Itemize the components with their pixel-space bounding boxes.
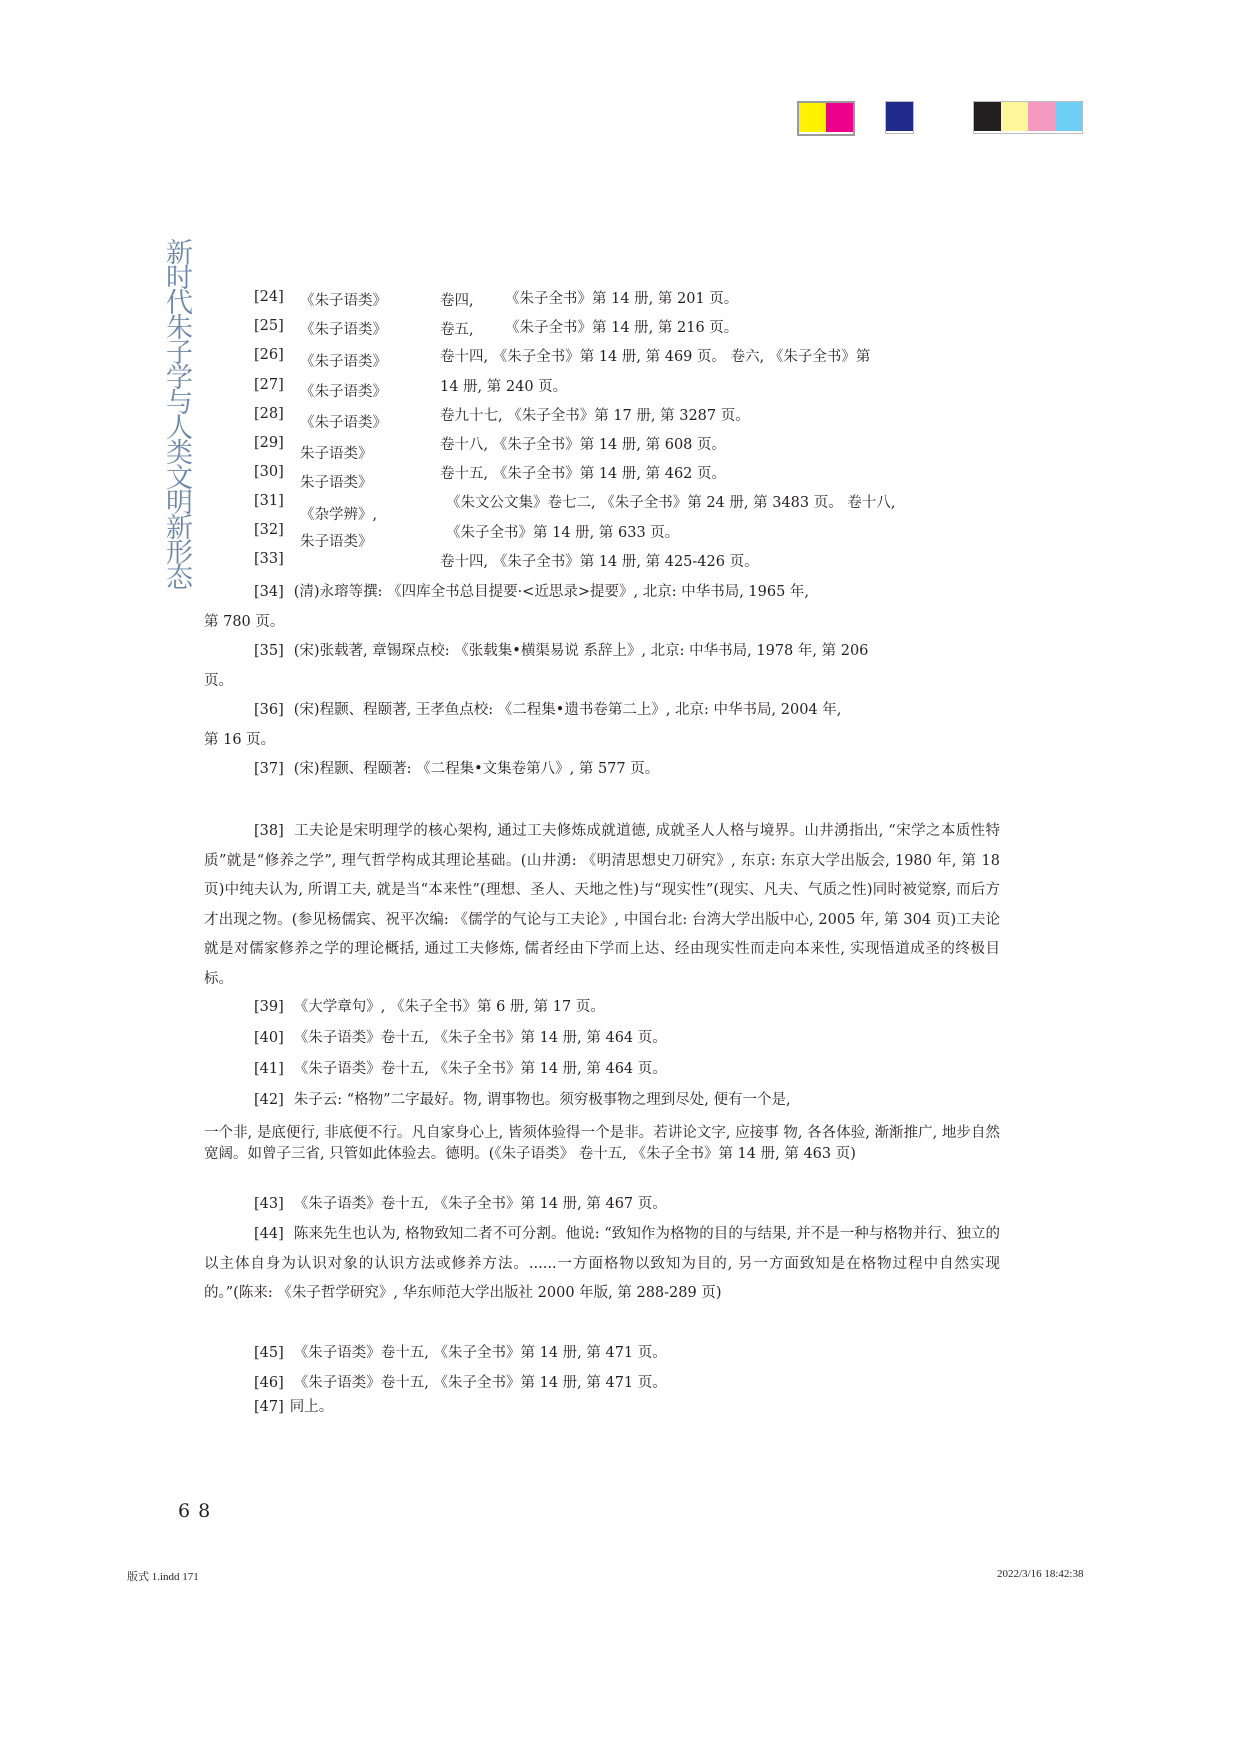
note-tag: [26] [254, 347, 284, 363]
note-detail: 卷四, [440, 293, 474, 309]
note-tag: [25] [254, 318, 284, 334]
note-35 [204, 637, 1000, 696]
footer-filename: 版式 1.indd 171 [127, 1571, 199, 1583]
magenta-swatch [826, 103, 853, 132]
blue-swatch [886, 102, 913, 131]
note-cont: 一个非, 是底便行, 非底便不行。凡自家身心上, 皆须体验得一个是非。若讲论文字, 应接事 物, 各各体验, 渐渐推广, 地步自然宽阔。如曾子三省, 只管如此体验去。德明。(《朱子语类》 卷十五, 《朱子全书》第 14 册, 第 463 页) [204, 1125, 1000, 1162]
note-source: 《朱子语类》 [300, 293, 387, 309]
note-text: 工夫论是宋明理学的核心架构, 通过工夫修炼成就道德, 成就圣人人格与境界。山井湧指出, “宋学之本质性特质”就是“修养之学”, 理气哲学构成其理论基础。(山井湧: 《明清思想史刀研究》, 东京: 东京大学出版会, 1980 年, 第 18 页)中纯夫认为, 所谓工夫, 就是当“本来性”(理想、圣人、天地之性)与“现实性”(现实、凡夫、气质之性)同时被觉察, 而后方才出现之物。(参见杨儒宾、祝平次编: 《儒学的气论与工夫论》, 中国台北: 台湾大学出版中心, 2005 年, 第 304 页)工夫论就是对儒家修养之学的理论概括, 通过工夫修炼, 儒者经由下学而上达、经由现实性而走向本来性, 实现悟道成圣的终极目标。 [204, 823, 1000, 987]
note-text: (清)永瑢等撰: 《四库全书总目提要·<近思录>提要》, 北京: 中华书局, 1965 年, [293, 584, 810, 600]
note-tag: [29] [254, 435, 284, 451]
note-detail: 卷十八, 《朱子全书》第 14 册, 第 608 页。 [440, 437, 726, 453]
note-tag: [38] [254, 823, 284, 839]
note-detail: 14 册, 第 240 页。 [440, 379, 568, 395]
note-tag: [44] [254, 1226, 284, 1242]
yellow-swatch [799, 103, 826, 132]
note-cont: 第 16 页。 [204, 731, 276, 748]
note-47 [204, 1393, 1000, 1423]
note-detail: 《朱子全书》第 14 册, 第 201 页。 [505, 291, 739, 307]
note-34 [204, 578, 1000, 637]
footer-timestamp: 2022/3/16 18:42:38 [997, 1568, 1084, 1580]
note-text: 《朱子语类》卷十五, 《朱子全书》第 14 册, 第 471 页。 [293, 1345, 667, 1361]
black-swatch [974, 102, 1001, 131]
note-tag: [47] [254, 1399, 284, 1415]
note-text: 朱子云: “格物”二字最好。物, 谓事物也。须穷极事物之理到尽处, 便有一个是, [293, 1092, 791, 1108]
note-text: (宋)程颢、程颐著: 《二程集•文集卷第八》, 第 577 页。 [293, 761, 660, 777]
note-source: 《朱子语类》 [300, 415, 387, 431]
note-source: 《朱子语类》 [300, 384, 387, 400]
note-detail: 《朱子全书》第 14 册, 第 633 页。 [446, 525, 680, 541]
note-tag: [37] [254, 761, 284, 777]
note-tag: [46] [254, 1375, 284, 1391]
note-tag: [33] [254, 551, 284, 567]
note-text: 《朱子语类》卷十五, 《朱子全书》第 14 册, 第 464 页。 [293, 1061, 667, 1077]
note-tag: [39] [254, 999, 284, 1015]
note-tag: [36] [254, 702, 284, 718]
cyan-swatch [1055, 102, 1082, 131]
note-44 [204, 1220, 1000, 1309]
light-yellow-swatch [1001, 102, 1028, 131]
note-detail: 卷五, [440, 322, 474, 338]
note-37 [204, 755, 1000, 785]
note-text: (宋)张载著, 章锡琛点校: 《张载集•横渠易说 系辞上》, 北京: 中华书局, 1978 年, 第 206 [293, 643, 869, 659]
note-tag: [28] [254, 406, 284, 422]
note-42-cont [204, 1123, 1000, 1165]
note-tag: [40] [254, 1030, 284, 1046]
note-36 [204, 696, 1000, 755]
note-source: 《朱子语类》 [300, 354, 387, 370]
note-45 [204, 1339, 1000, 1369]
note-source: 《杂学辨》, [300, 507, 378, 523]
note-tag: [45] [254, 1345, 284, 1361]
note-detail: 《朱子全书》第 14 册, 第 216 页。 [505, 320, 739, 336]
note-detail: 卷十四, 《朱子全书》第 14 册, 第 469 页。 卷六, 《朱子全书》第 [440, 349, 871, 365]
note-text: (宋)程颢、程颐著, 王孝鱼点校: 《二程集•遗书卷第二上》, 北京: 中华书局, 2004 年, [293, 702, 842, 718]
note-tag: [27] [254, 377, 284, 393]
note-43 [204, 1190, 1000, 1220]
note-detail: 卷九十七, 《朱子全书》第 17 册, 第 3287 页。 [440, 408, 750, 424]
note-tag: [42] [254, 1092, 284, 1108]
note-tag: [43] [254, 1196, 284, 1212]
note-source: 《朱子语类》 [300, 322, 387, 338]
color-registration-bar-right [973, 101, 1083, 134]
note-tag: [32] [254, 522, 284, 538]
note-detail: 《朱文公文集》卷七二, 《朱子全书》第 24 册, 第 3483 页。 卷十八, [446, 495, 896, 511]
note-tag: [31] [254, 493, 284, 509]
note-text: 陈来先生也认为, 格物致知二者不可分割。他说: “致知作为格物的目的与结果, 并不是一种与格物并行、独立的以主体自身为认识对象的认识方法或修养方法。......一方面格物以致知为目的, 另一方面致知是在格物过程中自然实现的。”(陈来: 《朱子哲学研究》, 华东师范大学出版社 2000 年版, 第 288-289 页) [204, 1226, 1000, 1301]
note-40 [204, 1024, 1000, 1054]
note-text: 同上。 [289, 1399, 334, 1415]
note-source: 朱子语类》 [300, 475, 373, 491]
note-39 [204, 993, 1000, 1023]
note-tag: [34] [254, 584, 284, 600]
note-text: 《朱子语类》卷十五, 《朱子全书》第 14 册, 第 471 页。 [293, 1375, 667, 1391]
note-tag: [30] [254, 464, 284, 480]
note-tag: [35] [254, 643, 284, 659]
note-42 [204, 1086, 1000, 1116]
color-registration-bar-middle [885, 101, 914, 134]
spine-title: 新时代朱子学与人类文明新形态 [161, 238, 192, 588]
pink-swatch [1028, 102, 1055, 131]
note-source: 朱子语类》 [300, 446, 373, 462]
note-cont: 第 780 页。 [204, 613, 285, 630]
note-cont: 页。 [204, 672, 233, 689]
page-number: 68 [178, 1500, 219, 1522]
note-tag: [41] [254, 1061, 284, 1077]
note-tag: [24] [254, 289, 284, 305]
note-38 [204, 817, 1000, 994]
note-text: 《朱子语类》卷十五, 《朱子全书》第 14 册, 第 464 页。 [293, 1030, 667, 1046]
note-detail: 卷十四, 《朱子全书》第 14 册, 第 425-426 页。 [440, 554, 759, 570]
note-detail: 卷十五, 《朱子全书》第 14 册, 第 462 页。 [440, 466, 726, 482]
color-registration-bar-left [797, 101, 855, 136]
note-source: 朱子语类》 [300, 534, 373, 550]
note-41 [204, 1055, 1000, 1085]
note-text: 《大学章句》, 《朱子全书》第 6 册, 第 17 页。 [293, 999, 605, 1015]
note-text: 《朱子语类》卷十五, 《朱子全书》第 14 册, 第 467 页。 [293, 1196, 667, 1212]
